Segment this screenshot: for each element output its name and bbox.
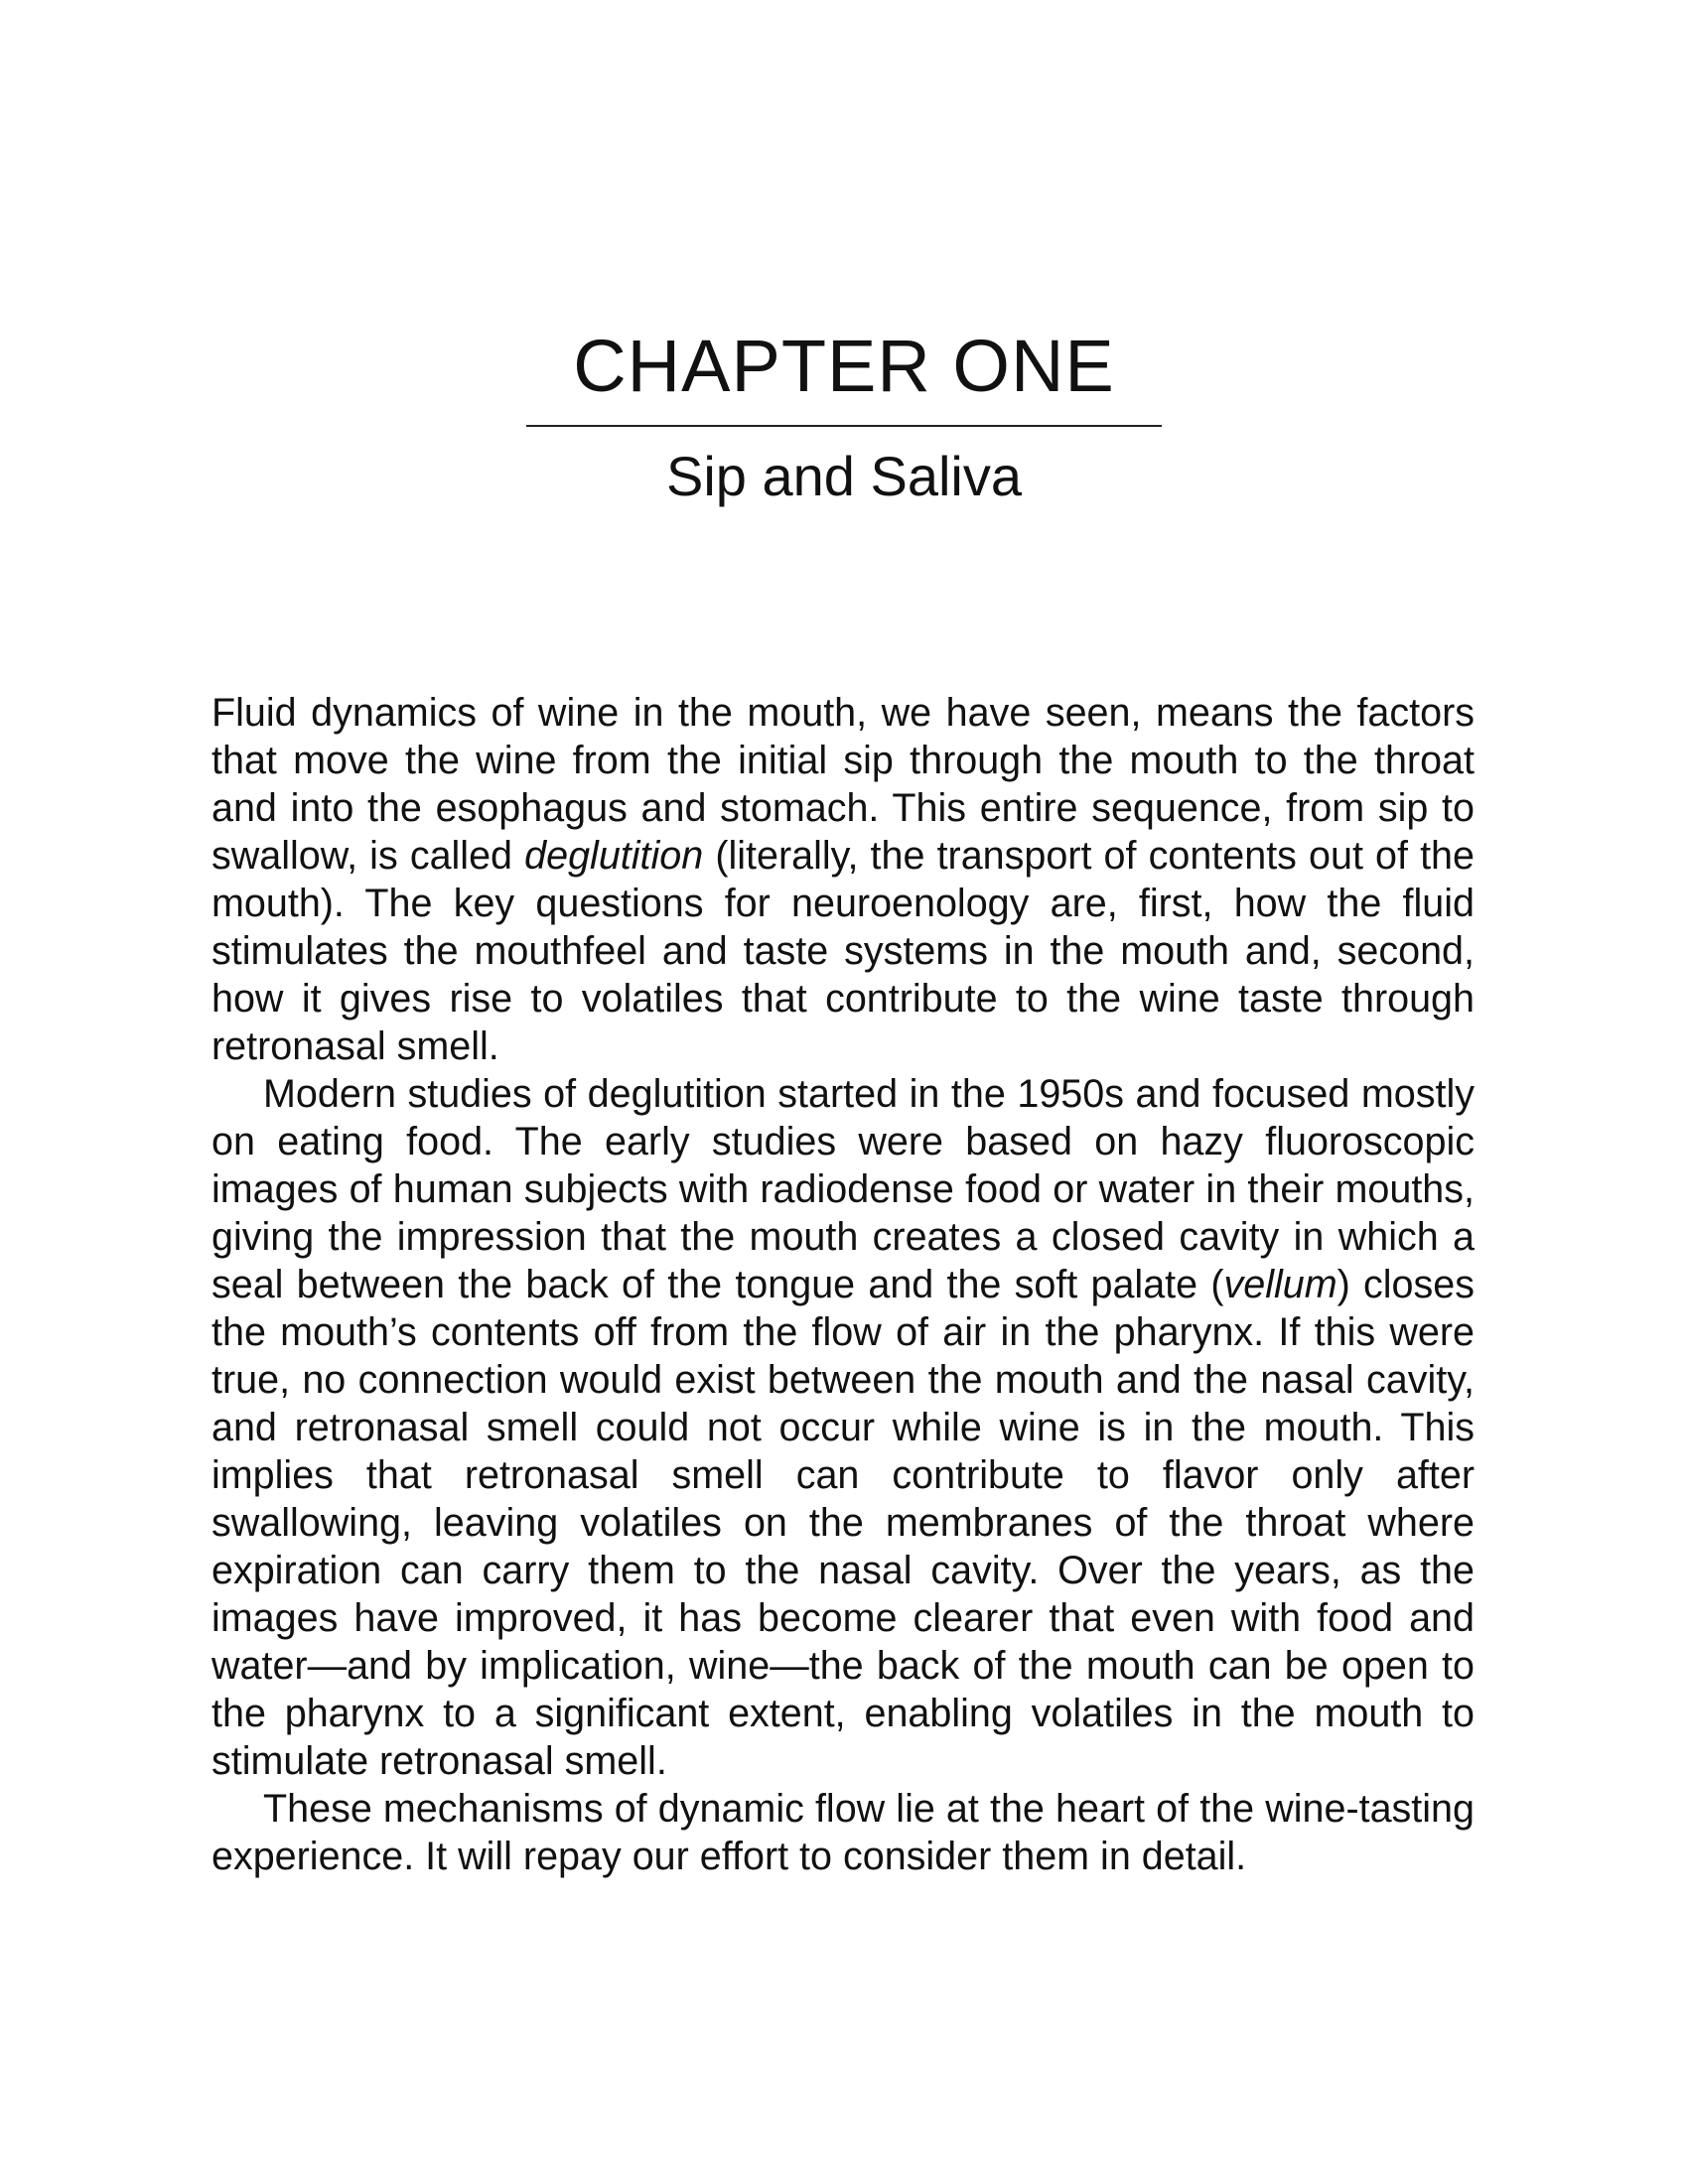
term-deglutition: deglutition: [524, 834, 704, 878]
chapter-body-text: [211, 689, 1475, 1880]
chapter-subtitle: Sip and Saliva: [665, 444, 1022, 507]
paragraph-1: [211, 689, 1475, 1070]
paragraph-2: [211, 1070, 1475, 1785]
paragraph-1-text-end: (literally, the transport of contents out of the mouth). The key questions for neuroenology are, first, how the fluid stimulates the mouthfeel and taste systems in the mouth and, second, how it gives rise to volatiles that contribute to the wine taste through retronasal smell.: [211, 834, 1475, 1068]
chapter-heading: [526, 323, 1162, 509]
paragraph-1-text-start: Fluid dynamics of wine in the mouth, we have seen, means the factors that move the wine from the initial sip through the mouth to the throat and into the esophagus and stomach. This entire sequence, from sip to swallow, is called: [211, 691, 1475, 878]
chapter-title: CHAPTER ONE: [573, 325, 1115, 407]
paragraph-3: These mechanisms of dynamic flow lie at the heart of the wine-tasting experience. It will repay our effort to consider them in detail.: [211, 1787, 1475, 1878]
paragraph-2-text-start: Modern studies of deglutition started in the 1950s and focused mostly on eating food. The early studies were based on hazy fluoroscopic images of human subjects with radiodense food or water in their mouths, giving the impression that the mouth creates a closed cavity in which a seal between the back of the tongue and the soft palate (: [211, 1072, 1475, 1306]
term-vellum: vellum: [1223, 1263, 1337, 1306]
paragraph-2-text-end: ) closes the mouth’s contents off from the flow of air in the pharynx. If this were true, no connection would exist between the mouth and the nasal cavity, and retronasal smell could not occur while wine is in the mouth. This implies that retronasal smell can contribute to flavor only after swallowing, leaving volatiles on the membranes of the throat where expiration can carry them to the nasal cavity. Over the years, as the images have improved, it has become clearer that even with food and water—and by implication, wine—the back of the mouth can be open to the pharynx to a significant extent, enabling volatiles in the mouth to stimulate retronasal smell.: [211, 1263, 1475, 1783]
chapter-title-rule: [526, 425, 1162, 427]
